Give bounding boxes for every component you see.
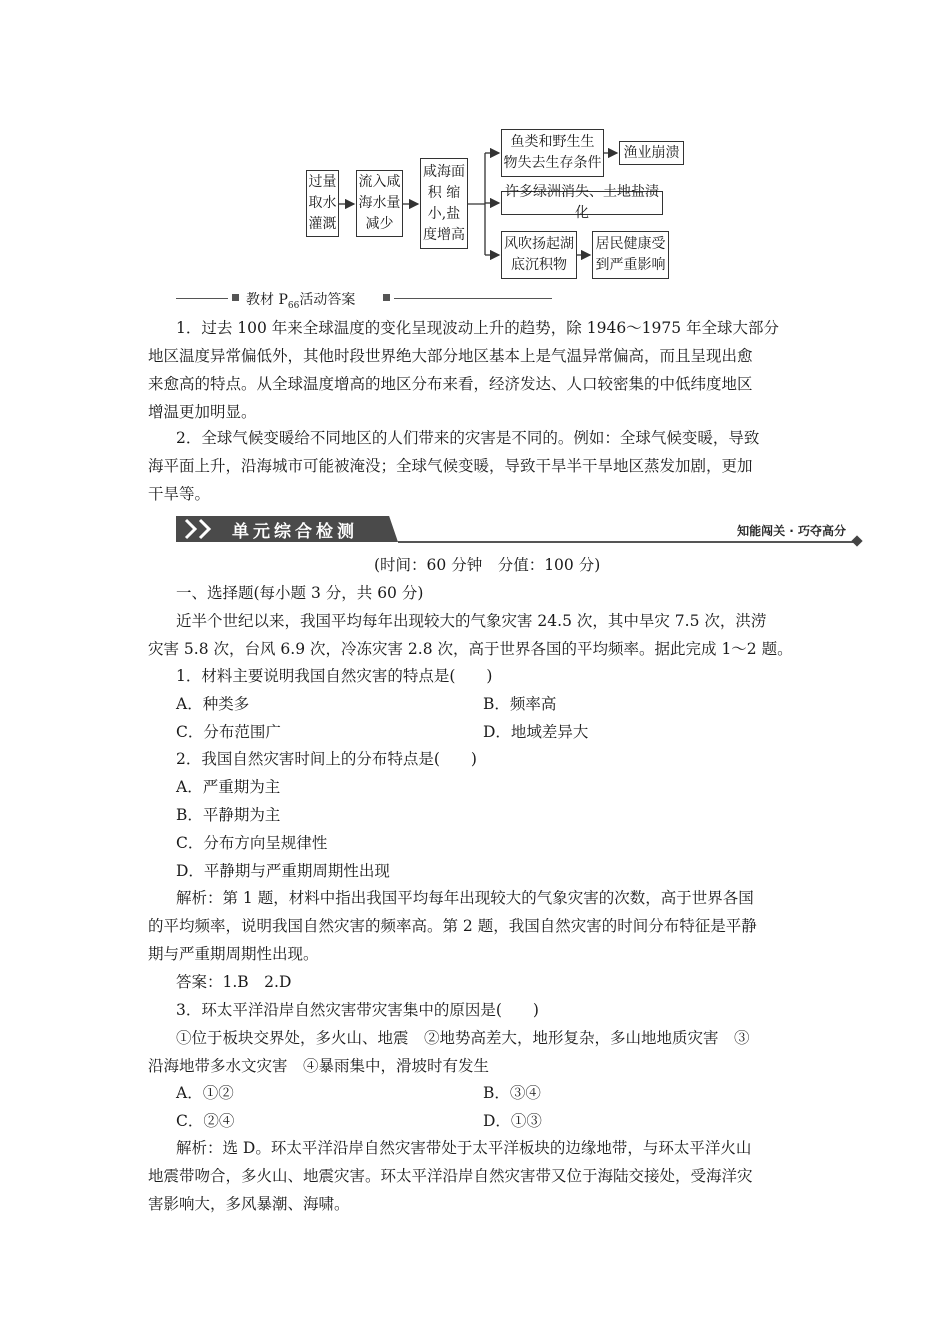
option-d: D．地域差异大: [483, 723, 589, 741]
header-square-right: [383, 294, 390, 301]
option-a: A．①②: [176, 1084, 234, 1102]
unit-test-banner: [176, 514, 866, 544]
chevron-right-icon: [198, 518, 212, 540]
flow-box-fishery-collapse: 渔业崩溃: [619, 141, 684, 165]
question-3-statements: 沿海地带多水文灾害 ④暴雨集中，滑坡时有发生: [148, 1057, 490, 1075]
flow-box-oasis-salinization: 许多绿洲消失、土地盐渍化: [501, 191, 663, 215]
answer-line: 2．全球气候变暖给不同地区的人们带来的灾害是不同的。例如：全球气候变暖，导致: [176, 429, 760, 447]
flow-box-health-affected: 居民健康受 到严重影响: [592, 231, 669, 279]
explanation: 解析：选 D。环太平洋沿岸自然灾害带处于太平洋板块的边缘地带，与环太平洋火山: [176, 1139, 752, 1157]
question-1: 1．材料主要说明我国自然灾害的特点是( ): [176, 667, 493, 685]
option-a: A．种类多: [176, 695, 250, 713]
option-d: D．平静期与严重期周期性出现: [176, 862, 390, 880]
flow-box-inflow-reduced: 流入咸 海水量 减少: [356, 170, 403, 237]
explanation: 地震带吻合，多火山、地震灾害。环太平洋沿岸自然灾害带又位于海陆交接处，受海洋灾: [148, 1167, 753, 1185]
option-c: C．分布范围广: [176, 723, 281, 741]
banner-underline: [398, 541, 856, 543]
header-square-left: [232, 294, 239, 301]
option-b: B．频率高: [483, 695, 557, 713]
header-rule-left: [176, 298, 228, 299]
explanation: 害影响大，多风暴潮、海啸。: [148, 1195, 350, 1213]
option-d: D．①③: [483, 1112, 542, 1130]
answer-line: 来愈高的特点。从全球温度增高的地区分布来看，经济发达、人口较密集的中低纬度地区: [148, 375, 753, 393]
header-rule-right: [394, 298, 552, 299]
explanation: 的平均频率，说明我国自然灾害的频率高。第 2 题，我国自然灾害的时间分布特征是平静: [148, 917, 757, 935]
option-b: B．平静期为主: [176, 806, 281, 824]
flowchart-arrows: [0, 0, 950, 300]
flow-box-over-irrigation: 过量 取水 灌溉: [306, 170, 339, 237]
answer-key: 答案：1.B 2.D: [176, 973, 292, 991]
option-a: A．严重期为主: [176, 778, 281, 796]
question-3: 3．环太平洋沿岸自然灾害带灾害集中的原因是( ): [176, 1001, 539, 1019]
section-header-title: 教材 $P_{66}$活动答案: [246, 292, 356, 311]
flow-box-fish-wildlife: 鱼类和野生生 物失去生存条件: [501, 129, 604, 177]
diamond-icon: [851, 535, 862, 546]
banner-title: 单元综合检测: [232, 522, 358, 542]
banner-subtitle: 知能闯关 · 巧夺高分: [737, 524, 846, 538]
flow-box-wind-sediment: 风吹扬起湖 底沉积物: [501, 231, 577, 279]
material-text: 灾害 5.8 次，台风 6.9 次，冷冻灾害 2.8 次，高于世界各国的平均频率。据此完成 1～2 题。: [148, 640, 793, 658]
answer-line: 增温更加明显。: [148, 403, 257, 421]
section-title: 一、选择题(每小题 3 分，共 60 分): [176, 584, 424, 602]
flow-box-sea-shrinks: 咸海面 积 缩 小,盐 度增高: [420, 158, 468, 249]
explanation: 解析：第 1 题，材料中指出我国平均每年出现较大的气象灾害的次数，高于世界各国: [176, 889, 754, 907]
chevron-right-icon: [184, 518, 198, 540]
material-text: 近半个世纪以来，我国平均每年出现较大的气象灾害 24.5 次，其中旱灾 7.5 次，洪涝: [176, 612, 767, 630]
answer-line: 干旱等。: [148, 485, 211, 503]
option-b: B．③④: [483, 1084, 541, 1102]
question-2: 2．我国自然灾害时间上的分布特点是( ): [176, 750, 477, 768]
option-c: C．②④: [176, 1112, 235, 1130]
explanation: 期与严重期周期性出现。: [148, 945, 319, 963]
answer-line: 地区温度异常偏低外，其他时段世界绝大部分地区基本上是气温异常偏高，而且呈现出愈: [148, 347, 753, 365]
question-3-statements: ①位于板块交界处，多火山、地震 ②地势高差大，地形复杂，多山地地质灾害 ③: [176, 1029, 750, 1047]
answer-line: 1．过去 100 年来全球温度的变化呈现波动上升的趋势，除 1946～1975 年全球大部分: [176, 319, 780, 337]
option-c: C．分布方向呈规律性: [176, 834, 328, 852]
time-score: (时间：60 分钟 分值：100 分): [374, 556, 601, 574]
answer-line: 海平面上升，沿海城市可能被淹没；全球气候变暖，导致干旱半干旱地区蒸发加剧，更加: [148, 457, 753, 475]
